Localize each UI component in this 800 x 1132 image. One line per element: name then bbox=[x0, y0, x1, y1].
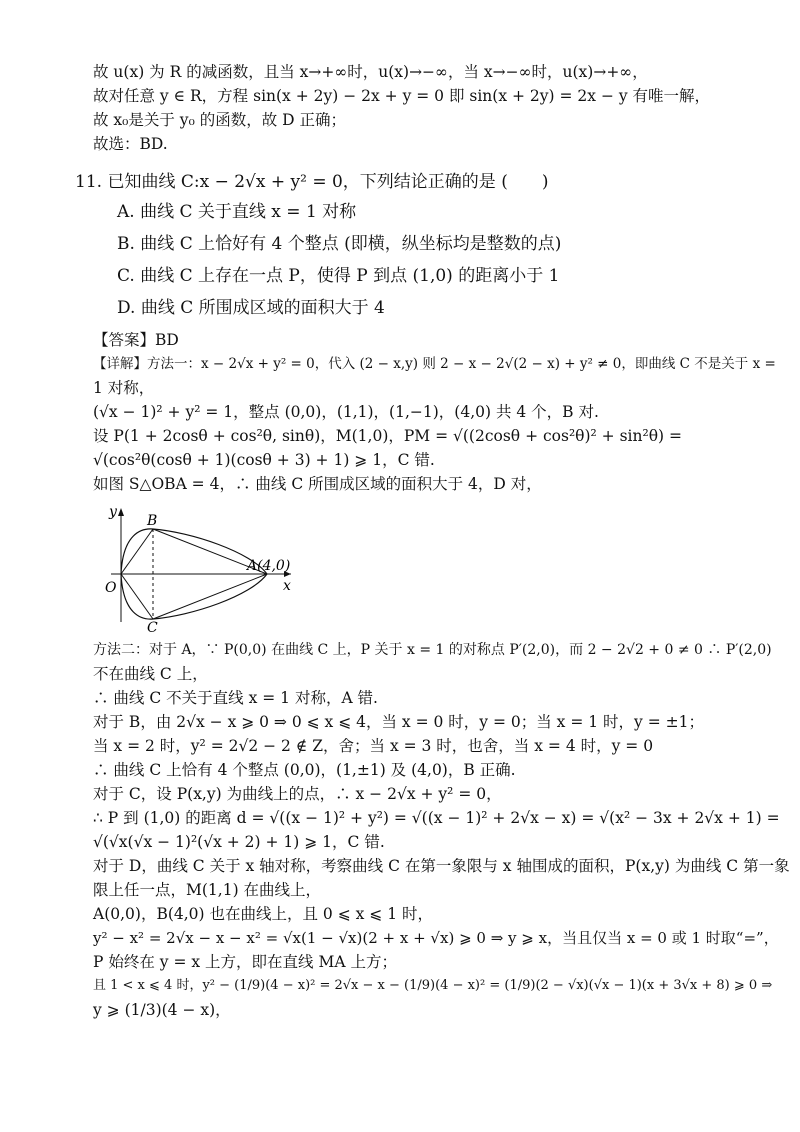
origin-label: O bbox=[105, 580, 117, 596]
text-line: 限上任一点，M(1,1) 在曲线上， bbox=[93, 881, 322, 899]
y-axis-arrow bbox=[118, 508, 124, 516]
segment-ca bbox=[153, 574, 267, 619]
option-a: A. 曲线 C 关于直线 x = 1 对称 bbox=[117, 202, 357, 222]
text-line: √(√x(√x − 1)²(√x + 2) + 1) ⩾ 1，C 错. bbox=[93, 833, 385, 851]
text-line: 设 P(1 + 2cosθ + cos²θ, sinθ)，M(1,0)，PM = √((2cosθ + cos²θ)² + sin²θ) = bbox=[93, 427, 682, 445]
previous-solution bbox=[93, 60, 753, 156]
text-line: 对于 B，由 2√x − x ⩾ 0 ⇒ 0 ⩽ x ⩽ 4，当 x = 0 时，y = 0；当 x = 1 时，y = ±1； bbox=[93, 713, 705, 731]
point-c-label: C bbox=[147, 620, 158, 632]
text-line: √(cos²θ(cosθ + 1)(cosθ + 3) + 1) ⩾ 1，C 错. bbox=[93, 451, 435, 469]
segment-ob bbox=[121, 529, 153, 574]
option-b: B. 曲线 C 上恰好有 4 个整点 (即横，纵坐标均是整数的点) bbox=[117, 234, 562, 254]
question-stem-line bbox=[75, 168, 753, 196]
text-line: 对于 D，曲线 C 关于 x 轴对称，考察曲线 C 在第一象限与 x 轴围成的面积，P(x,y) 为曲线 C 第一象 bbox=[93, 857, 790, 875]
point-a-label: A(4,0) bbox=[247, 558, 291, 574]
question-number: 11. bbox=[75, 172, 103, 192]
text-line: 方法二：对于 A，∵ P(0,0) 在曲线 C 上，P 关于 x = 1 的对称点 P′(2,0)，而 2 − 2√2 + 0 ≠ 0 ∴ P′(2,0) bbox=[93, 642, 772, 658]
question-stem: 已知曲线 C:x − 2√x + y² = 0，下列结论正确的是 ( ) bbox=[107, 172, 549, 192]
curve-diagram bbox=[101, 502, 321, 632]
method-two bbox=[93, 638, 790, 1022]
answer-line: 【答案】BD bbox=[93, 331, 179, 349]
x-axis-label: x bbox=[283, 578, 291, 594]
curve-figure bbox=[101, 502, 321, 632]
text-line: 对于 C，设 P(x,y) 为曲线上的点，∴ x − 2√x + y² = 0， bbox=[93, 785, 502, 803]
text-line: (√x − 1)² + y² = 1，整点 (0,0)，(1,1)，(1,−1)，(4,0) 共 4 个，B 对. bbox=[93, 403, 599, 421]
text-line: A(0,0)，B(4,0) 也在曲线上，且 0 ⩽ x ⩽ 1 时， bbox=[93, 905, 434, 923]
text-line: 故选：BD. bbox=[93, 135, 168, 153]
text-line: 【详解】方法一：x − 2√x + y² = 0，代入 (2 − x,y) 则 2 − x − 2√(2 − x) + y² ≠ 0，即曲线 C 不是关于 x = bbox=[93, 356, 776, 372]
text-line: 如图 S△OBA = 4，∴ 曲线 C 所围成区域的面积大于 4，D 对， bbox=[93, 475, 542, 493]
text-line: 故 x₀是关于 y₀ 的函数，故 D 正确； bbox=[93, 111, 346, 129]
option-d: D. 曲线 C 所围成区域的面积大于 4 bbox=[117, 298, 385, 318]
text-line: ∴ 曲线 C 不关于直线 x = 1 对称，A 错. bbox=[93, 689, 378, 707]
text-line: y ⩾ (1/3)(4 − x)， bbox=[93, 1001, 231, 1019]
text-line: y² − x² = 2√x − x − x² = √x(1 − √x)(2 + x + √x) ⩾ 0 ⇒ y ⩾ x，当且仅当 x = 0 或 1 时取“=”， bbox=[93, 929, 779, 947]
text-line: ∴ P 到 (1,0) 的距离 d = √((x − 1)² + y²) = √((x − 1)² + 2√x − x) = √(x² − 3x + 2√x + 1) = bbox=[93, 809, 780, 827]
method-one bbox=[93, 352, 776, 496]
text-line: 且 1 < x ⩽ 4 时，y² − (1/9)(4 − x)² = 2√x − x − (1/9)(4 − x)² = (1/9)(2 − √x)(√x − 1)(x + 3√x + 8) ⩾ 0 ⇒ bbox=[93, 978, 773, 993]
y-axis-label: y bbox=[109, 504, 117, 520]
text-line: 故 u(x) 为 R 的减函数，且当 x→+∞时，u(x)→−∞，当 x→−∞时，u(x)→+∞， bbox=[93, 63, 648, 81]
options-list bbox=[93, 196, 753, 324]
text-line: 当 x = 2 时，y² = 2√2 − 2 ∉ Z，舍；当 x = 3 时，也舍，当 x = 4 时，y = 0 bbox=[93, 737, 654, 755]
point-b-label: B bbox=[147, 513, 158, 529]
segment-oc bbox=[121, 574, 153, 619]
option-c: C. 曲线 C 上存在一点 P，使得 P 到点 (1,0) 的距离小于 1 bbox=[117, 266, 560, 286]
text-line: ∴ 曲线 C 上恰有 4 个整点 (0,0)，(1,±1) 及 (4,0)，B 正确. bbox=[93, 761, 516, 779]
text-line: 不在曲线 C 上， bbox=[93, 665, 208, 683]
content-column bbox=[75, 60, 790, 1022]
text-line: P 始终在 y = x 上方，即在直线 MA 上方； bbox=[93, 953, 397, 971]
text-line: 1 对称， bbox=[93, 379, 155, 397]
text-line: 故对任意 y ∈ R，方程 sin(x + 2y) − 2x + y = 0 即 sin(x + 2y) = 2x − y 有唯一解， bbox=[93, 87, 711, 105]
